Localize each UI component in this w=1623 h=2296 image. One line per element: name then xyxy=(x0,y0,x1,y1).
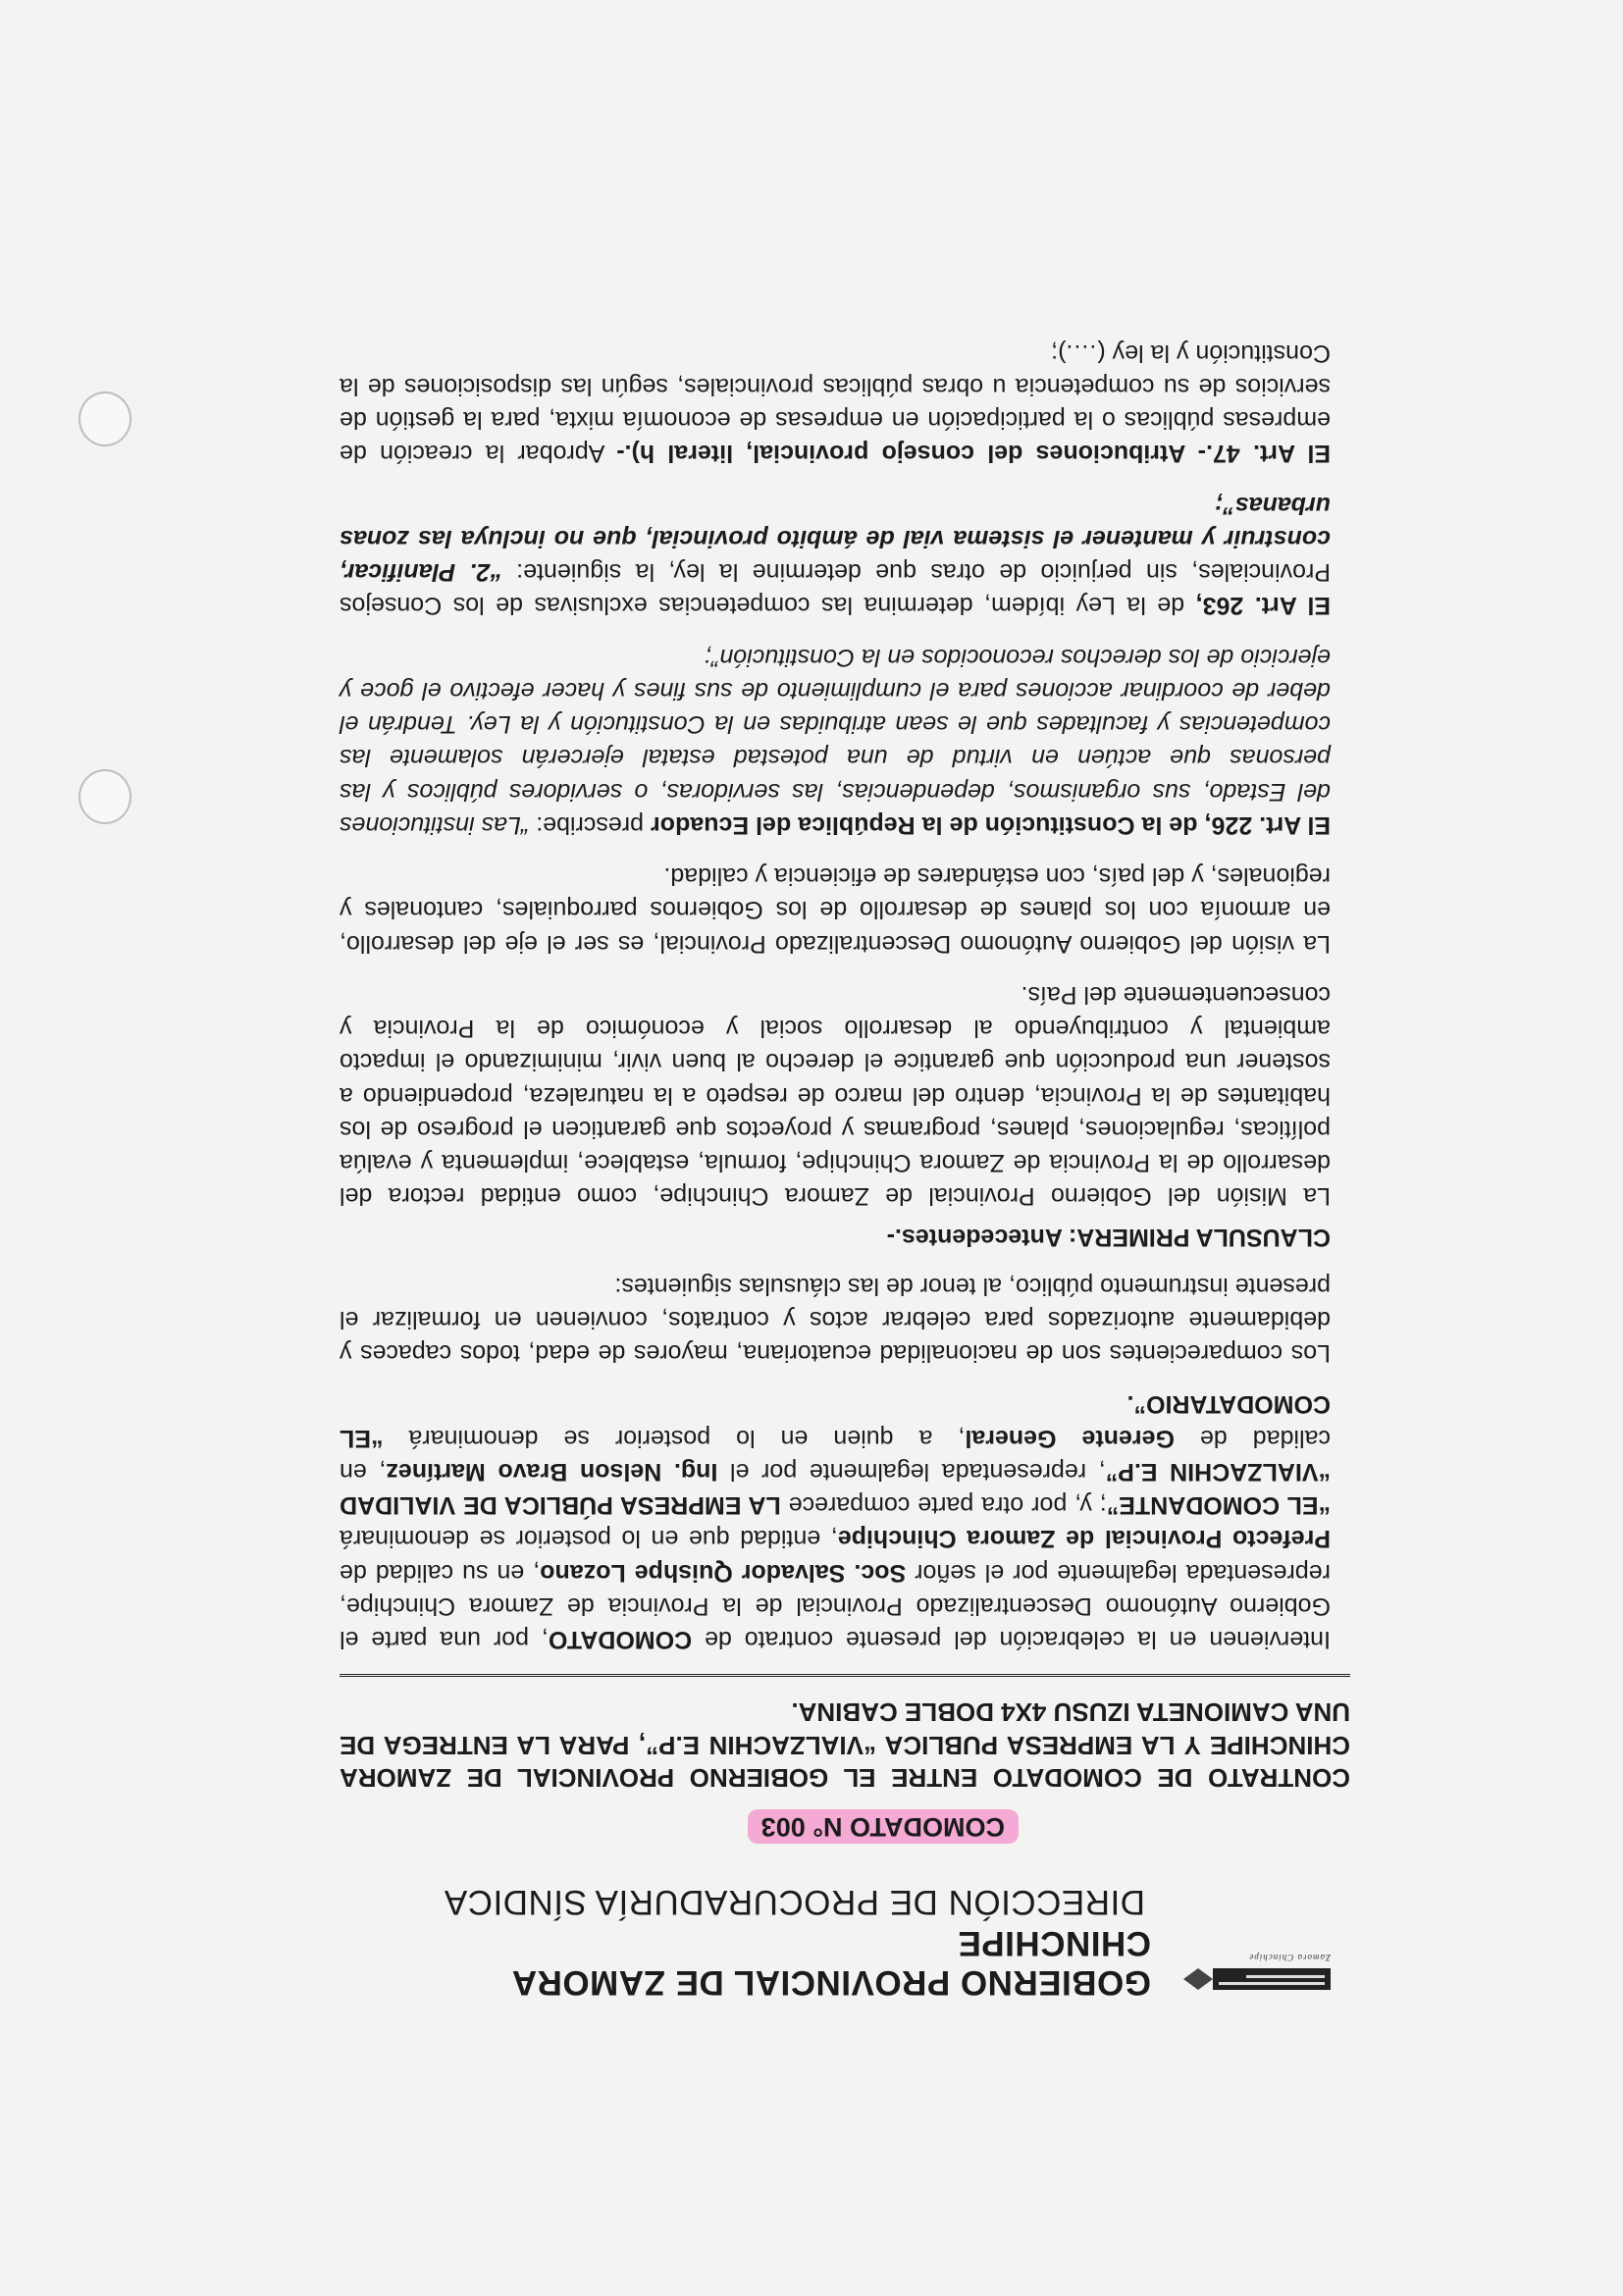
art47-paragraph: El Art. 47.- Atribuciones del consejo provincial, literal h).- Aprobar la creación de empresas públicas o la participación en empresas de economía mixta, para la gestión de servicios de su competencia u obras públicas provinciales, según las disposiciones de la Constitución y la ley (….); xyxy=(340,339,1331,468)
letterhead xyxy=(340,1882,1331,2003)
vision-paragraph: La visión del Gobierno Autónomo Descentralizado Provincial, es ser el eje del desarrollo, en armonía con los planes de desarrollo de los Gobiernos parroquiales, cantonales y regionales, y del país, con estándares de eficiencia y calidad. xyxy=(340,862,1331,958)
art226-paragraph: El Art. 226, de la Constitución de la República del Ecuador prescribe: “Las instituciones del Estado, sus organismos, dependencias, las servidoras, o servidores públicos y las personas que actúen en virtud de una potestad estatal ejercerán solamente las competencias y facultades que le sean atribuidas en la Constitución y la Ley. Tendrán el deber de coordinar acciones para el cumplimiento de sus fines y hacer efectivo el goce y ejercicio de los derechos reconocidos en la Constitución”; xyxy=(340,643,1331,839)
document-body xyxy=(340,336,1350,2002)
header-titles xyxy=(340,1882,1151,2003)
punch-hole xyxy=(79,769,131,824)
intro-paragraph: Intervienen en la celebración del presente contrato de COMODATO, por una parte el Gobierno Autónomo Descentralizado Provincial de la Provincia de Zamora Chinchipe, representada legalmente por el señor Soc. Salvador Quishpe Lozano, en su calidad de Prefecto Provincial de Zamora Chinchipe, entidad que en lo posterior se denominará “EL COMODANTE”; y, por otra parte comparece LA EMPRESA PÚBLICA DE VIALIDAD “VIALZACHIN E.P”, representada legalmente por el Ing. Nelson Bravo Martínez, en calidad de Gerente General, a quien en lo posterior se denominará “EL COMODATARIO”. xyxy=(340,1390,1331,1654)
department-title: DIRECCIÓN DE PROCURADURÍA SÍNDICA xyxy=(444,1883,1145,1922)
art263-paragraph: El Art. 263, de la Ley ibídem, determina las competencias exclusivas de los Consejos Provinciales, sin perjuicio de otras que determine la ley, la siguiente: “2. Planificar, construir y mantener el sistema vial de ámbito provincial, que no incluya las zonas urbanas”; xyxy=(340,491,1331,620)
mision-paragraph: La Misión del Gobierno Provincial de Zamora Chinchipe, como entidad rectora del desarrollo de la Provincia de Zamora Chinchipe, formula, establece, implementa y evalúa políticas, regulaciones, planes, programas y proyectos que garanticen el progreso de los habitantes de la Provincia, dentro del marco de respeto a la naturaleza, propendiendo a sostener una producción que garantice el derecho al buen vivir, minimizando el impacto ambiental y contribuyendo al desarrollo social y económico de la Provincia y consecuentemente del País. xyxy=(340,980,1331,1211)
clause-heading: CLAUSULA PRIMERA: Antecedentes.- xyxy=(886,1224,1331,1252)
provincial-emblem-icon xyxy=(1183,1964,1331,1994)
logo-text: Zamora Chinchipe xyxy=(1248,1953,1331,1962)
punch-hole xyxy=(79,391,131,446)
document-number: COMODATO N° 003 xyxy=(748,1810,1019,1845)
comparecientes-paragraph: Los comparecientes son de nacionalidad ecuatoriana, mayores de edad, todos capaces y debidamente autorizados para celebrar actos y contratos, convienen en formalizar el presente instrumento público, al tenor de las cláusulas siguientes: xyxy=(340,1272,1331,1368)
logo xyxy=(1169,1943,1331,1994)
contract-title: CONTRATO DE COMODATO ENTRE EL GOBIERNO PROVINCIAL DE ZAMORA CHINCHIPE Y LA EMPRESA PUBLICA “VIALZACHIN E.P”, PARA LA ENTREGA DE UNA CAMIONETA IZUSU 4X4 DOBLE CABINA. xyxy=(340,1674,1350,1794)
organization-title: GOBIERNO PROVINCIAL DE ZAMORA CHINCHIPE xyxy=(512,1923,1151,2002)
